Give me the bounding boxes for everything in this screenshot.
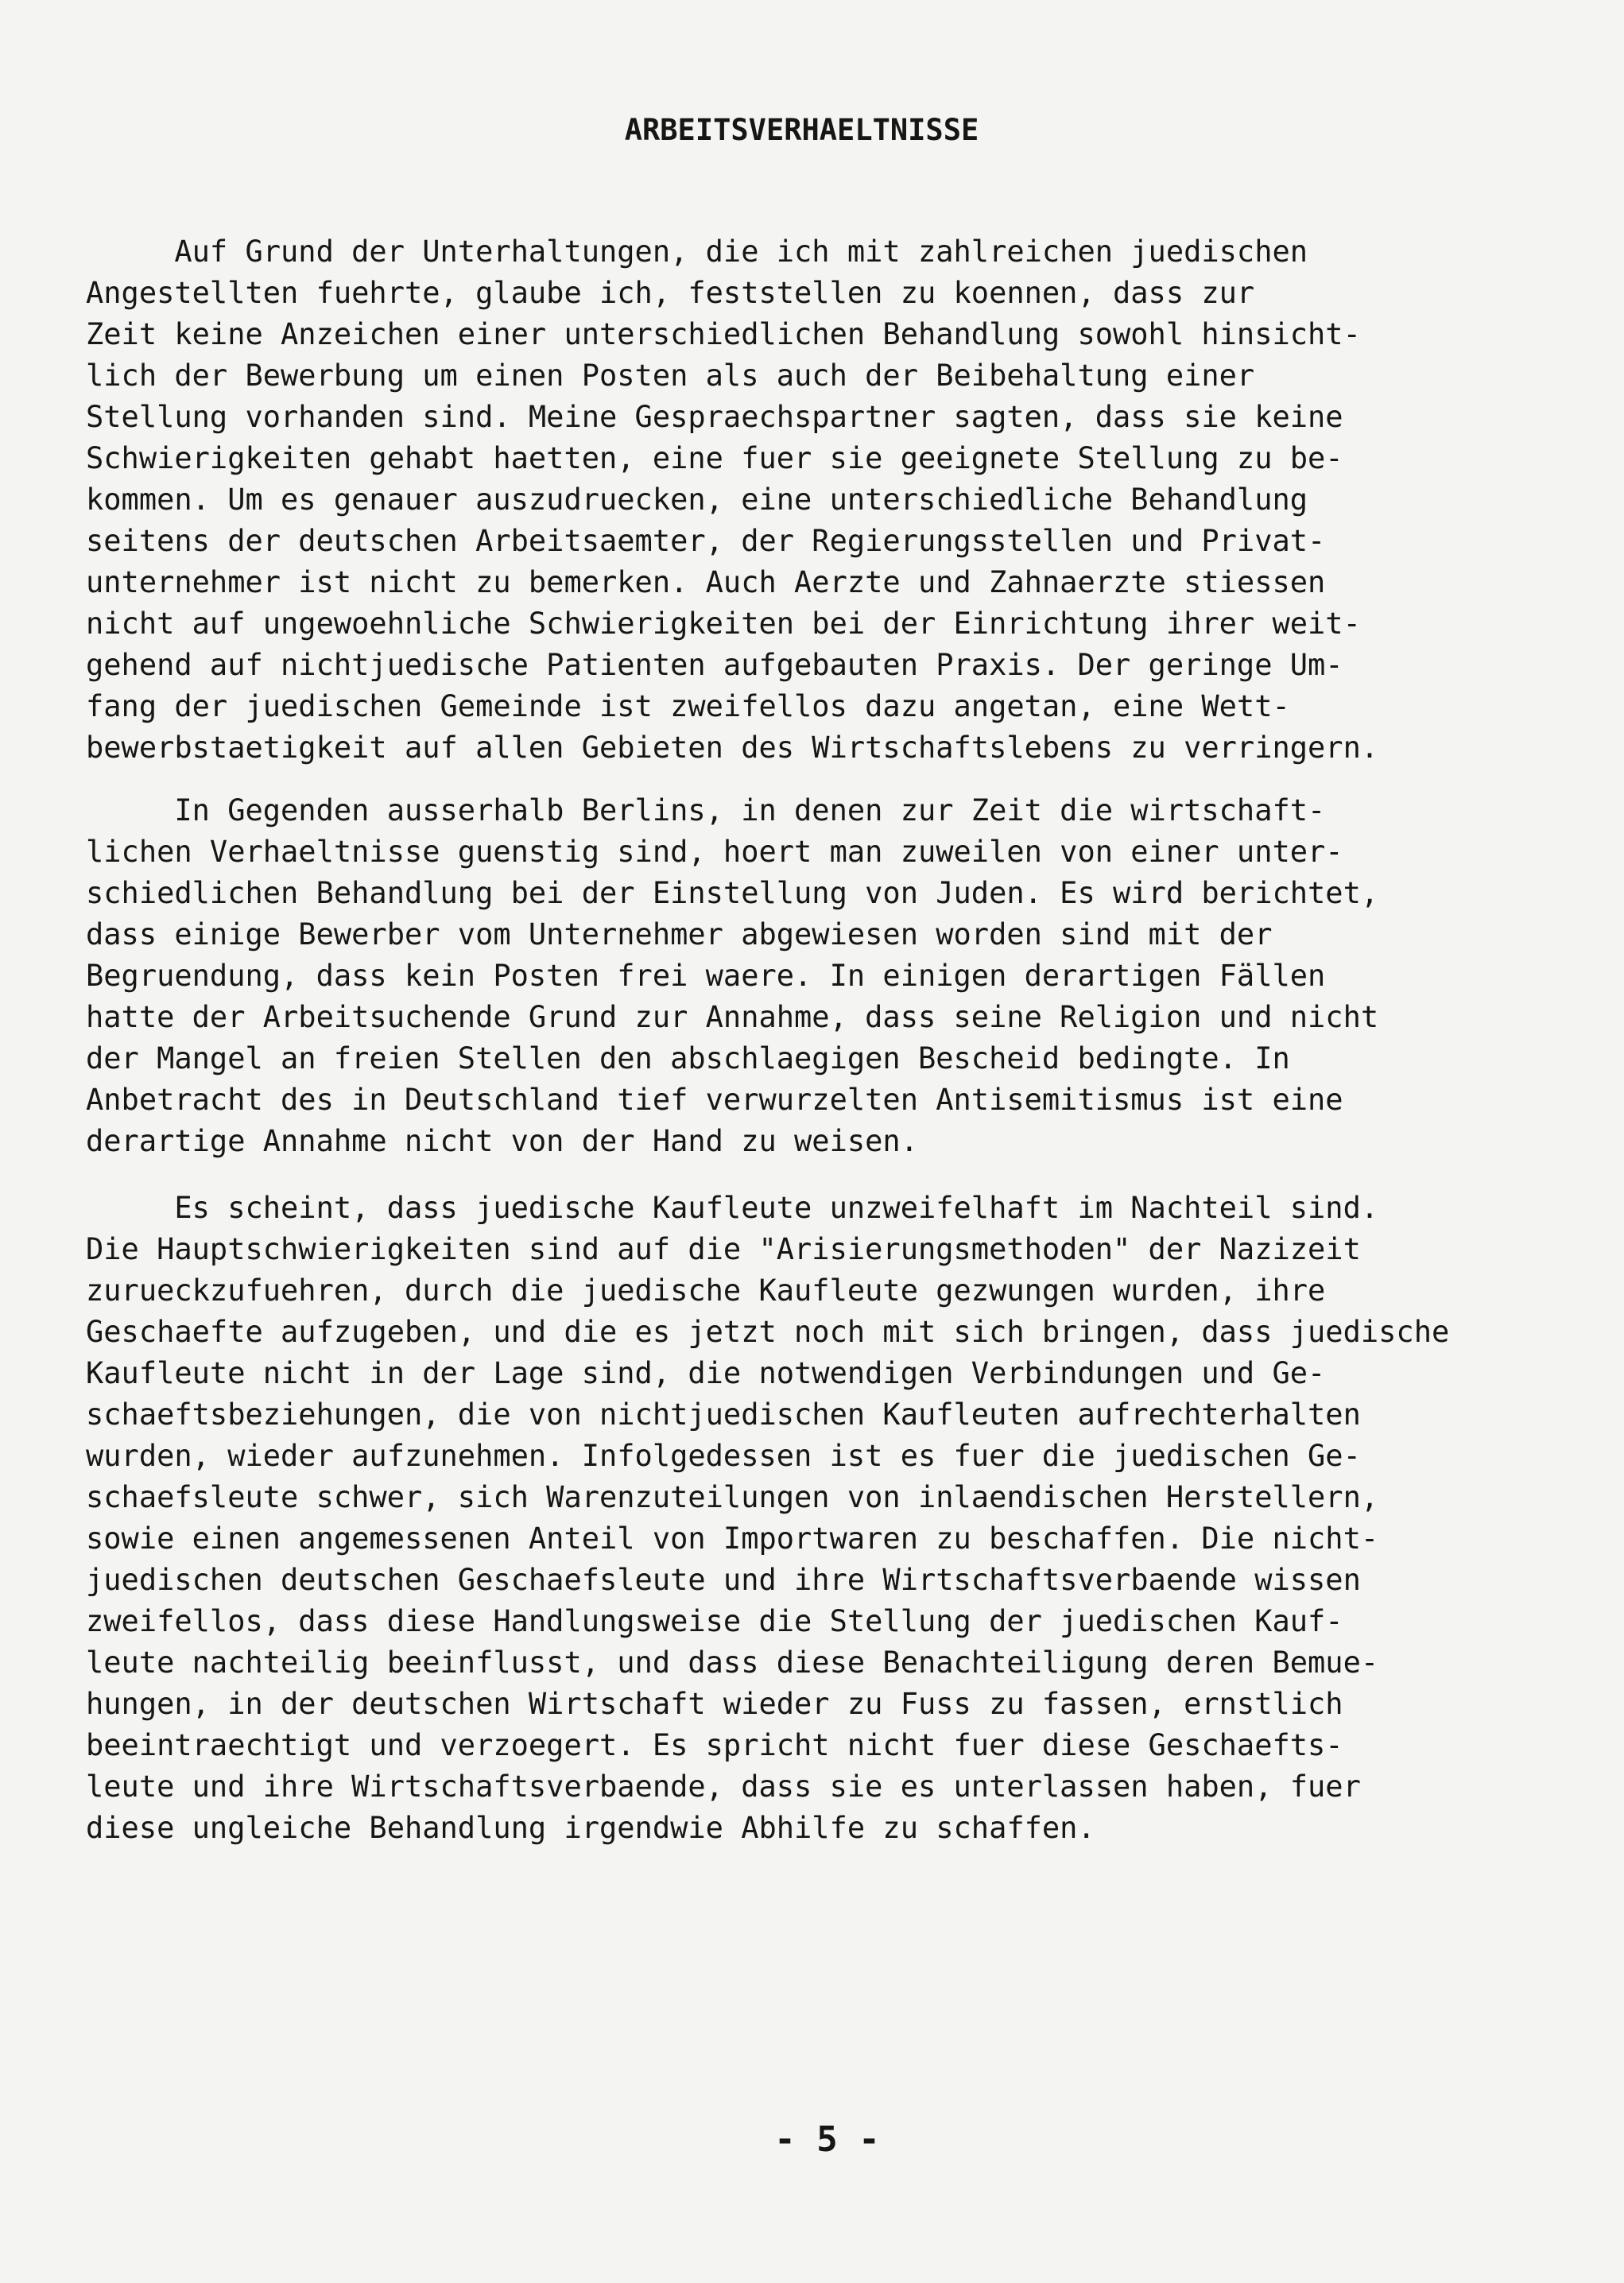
text-line: gehend auf nichtjuedische Patienten aufgebauten Praxis. Der geringe Um- bbox=[86, 648, 1343, 682]
paragraph bbox=[86, 1188, 1509, 1849]
text-line: Stellung vorhanden sind. Meine Gespraechspartner sagten, dass sie keine bbox=[86, 400, 1343, 434]
page-title bbox=[0, 113, 1624, 147]
text-line: hatte der Arbeitsuchende Grund zur Annahme, dass seine Religion und nicht bbox=[86, 1000, 1379, 1034]
text-line: Begruendung, dass kein Posten frei waere. In einigen derartigen Fällen bbox=[86, 959, 1326, 993]
page-title-text: ARBEITSVERHAELTNISSE bbox=[624, 113, 979, 147]
text-line: hungen, in der deutschen Wirtschaft wieder zu Fuss zu fassen, ernstlich bbox=[86, 1687, 1343, 1721]
text-line: In Gegenden ausserhalb Berlins, in denen zur Zeit die wirtschaft- bbox=[86, 793, 1326, 828]
text-line: Auf Grund der Unterhaltungen, die ich mit zahlreichen juedischen bbox=[86, 235, 1308, 269]
text-line: seitens der deutschen Arbeitsaemter, der Regierungsstellen und Privat- bbox=[86, 524, 1326, 558]
text-line: nicht auf ungewoehnliche Schwierigkeiten bei der Einrichtung ihrer weit- bbox=[86, 607, 1361, 641]
text-line: zweifellos, dass diese Handlungsweise die Stellung der juedischen Kauf- bbox=[86, 1604, 1343, 1638]
text-line: schaefsleute schwer, sich Warenzuteilungen von inlaendischen Herstellern, bbox=[86, 1480, 1379, 1514]
text-line: schaeftsbeziehungen, die von nichtjuedischen Kaufleuten aufrechterhalten bbox=[86, 1397, 1361, 1432]
text-line: beeintraechtigt und verzoegert. Es spricht nicht fuer diese Geschaefts- bbox=[86, 1728, 1343, 1762]
text-line: Die Hauptschwierigkeiten sind auf die "Arisierungsmethoden" der Nazizeit bbox=[86, 1232, 1361, 1266]
text-line: sowie einen angemessenen Anteil von Importwaren zu beschaffen. Die nicht- bbox=[86, 1521, 1379, 1556]
text-line: Zeit keine Anzeichen einer unterschiedlichen Behandlung sowohl hinsicht- bbox=[86, 317, 1361, 351]
text-line: Schwierigkeiten gehabt haetten, eine fuer sie geeignete Stellung zu be- bbox=[86, 441, 1343, 475]
text-line: unternehmer ist nicht zu bemerken. Auch Aerzte und Zahnaerzte stiessen bbox=[86, 565, 1326, 599]
text-line: leute nachteilig beeinflusst, und dass diese Benachteiligung deren Bemue- bbox=[86, 1645, 1379, 1680]
text-line: diese ungleiche Behandlung irgendwie Abhilfe zu schaffen. bbox=[86, 1811, 1095, 1845]
text-line: Angestellten fuehrte, glaube ich, feststellen zu koennen, dass zur bbox=[86, 276, 1255, 310]
paragraph bbox=[86, 231, 1509, 769]
text-line: bewerbstaetigkeit auf allen Gebieten des Wirtschaftslebens zu verringern. bbox=[86, 731, 1379, 765]
page-number bbox=[0, 2119, 1624, 2160]
text-line: Kaufleute nicht in der Lage sind, die notwendigen Verbindungen und Ge- bbox=[86, 1356, 1326, 1390]
text-line: Geschaefte aufzugeben, und die es jetzt noch mit sich bringen, dass juedische bbox=[86, 1315, 1450, 1349]
text-line: lichen Verhaeltnisse guenstig sind, hoert man zuweilen von einer unter- bbox=[86, 835, 1343, 869]
text-line: juedischen deutschen Geschaefsleute und ihre Wirtschaftsverbaende wissen bbox=[86, 1563, 1361, 1597]
text-line: fang der juedischen Gemeinde ist zweifellos dazu angetan, eine Wett- bbox=[86, 689, 1290, 723]
text-line: schiedlichen Behandlung bei der Einstellung von Juden. Es wird berichtet, bbox=[86, 876, 1379, 910]
text-line: leute und ihre Wirtschaftsverbaende, dass sie es unterlassen haben, fuer bbox=[86, 1769, 1361, 1804]
text-line: lich der Bewerbung um einen Posten als auch der Beibehaltung einer bbox=[86, 359, 1255, 393]
text-line: der Mangel an freien Stellen den abschlaegigen Bescheid bedingte. In bbox=[86, 1041, 1290, 1076]
text-line: Anbetracht des in Deutschland tief verwurzelten Antisemitismus ist eine bbox=[86, 1083, 1343, 1117]
text-line: derartige Annahme nicht von der Hand zu weisen. bbox=[86, 1124, 918, 1158]
page-number-text: - 5 - bbox=[774, 2119, 880, 2160]
paragraph bbox=[86, 790, 1509, 1162]
text-line: wurden, wieder aufzunehmen. Infolgedessen ist es fuer die juedischen Ge- bbox=[86, 1439, 1361, 1473]
text-line: dass einige Bewerber vom Unternehmer abgewiesen worden sind mit der bbox=[86, 917, 1273, 952]
text-line: zurueckzufuehren, durch die juedische Kaufleute gezwungen wurden, ihre bbox=[86, 1273, 1326, 1308]
text-line: Es scheint, dass juedische Kaufleute unzweifelhaft im Nachteil sind. bbox=[86, 1191, 1379, 1225]
text-line: kommen. Um es genauer auszudruecken, eine unterschiedliche Behandlung bbox=[86, 483, 1308, 517]
